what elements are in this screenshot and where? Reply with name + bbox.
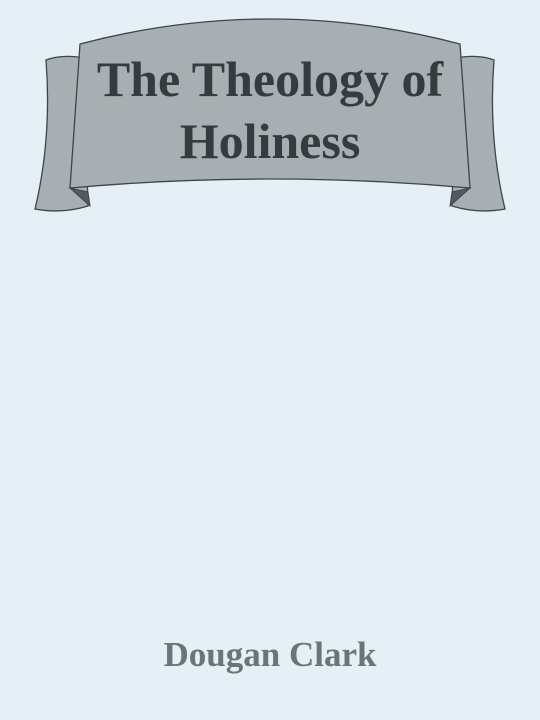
book-title: The Theology of Holiness xyxy=(96,51,444,169)
book-author: Dougan Clark xyxy=(163,635,377,674)
title-banner xyxy=(0,0,540,230)
